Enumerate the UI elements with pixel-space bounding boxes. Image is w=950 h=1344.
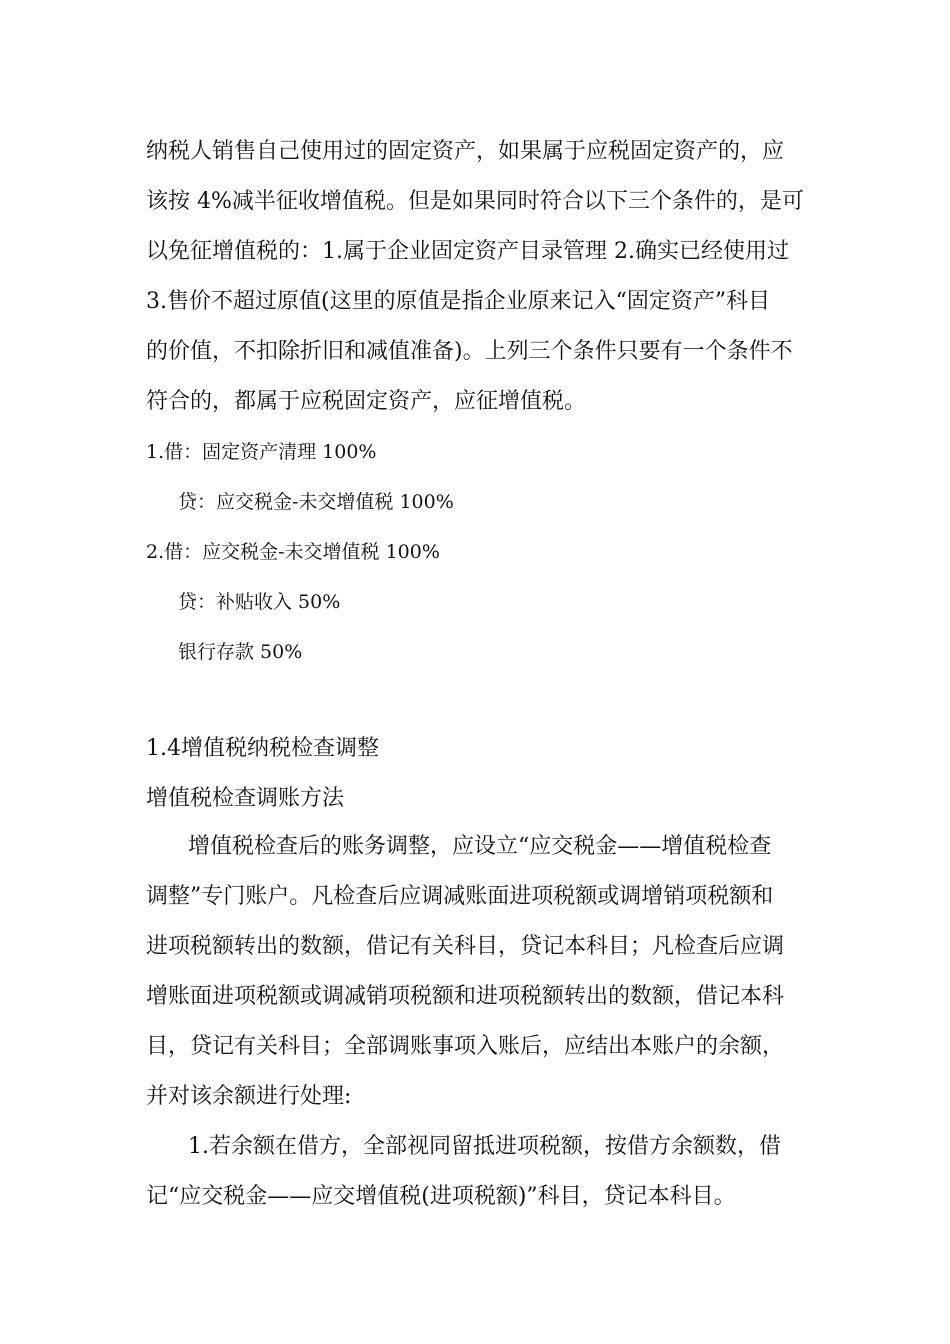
paragraph-line: 目，贷记有关科目；全部调账事项入账后，应结出本账户的余额，	[146, 1034, 785, 1059]
paragraph-line: 进项税额转出的数额，借记有关科目，贷记本科目；凡检查后应调	[146, 934, 785, 959]
subheading: 增值税检查调账方法	[146, 786, 345, 811]
paragraph-line: 该按 4%减半征收增值税。但是如果同时符合以下三个条件的，是可	[146, 189, 804, 214]
journal-entry-credit: 贷：补贴收入 50%	[178, 591, 341, 613]
paragraph-line: 的价值，不扣除折旧和减值准备)。上列三个条件只要有一个条件不	[146, 339, 793, 364]
paragraph-line: 并对该余额进行处理:	[146, 1084, 352, 1109]
paragraph-line: 纳税人销售自己使用过的固定资产，如果属于应税固定资产的，应	[146, 139, 785, 164]
paragraph-line: 增值税检查后的账务调整，应设立“应交税金——增值税检查	[188, 834, 772, 859]
paragraph-line: 3.售价不超过原值(这里的原值是指企业原来记入“固定资产”科目	[146, 289, 771, 314]
journal-entry-debit: 2.借：应交税金-未交增值税 100%	[146, 541, 440, 563]
paragraph-line: 符合的，都属于应税固定资产，应征增值税。	[146, 389, 587, 414]
paragraph-line: 以免征增值税的：1.属于企业固定资产目录管理 2.确实已经使用过	[146, 239, 789, 264]
section-heading: 1.4增值税纳税检查调整	[146, 736, 379, 761]
paragraph-line: 1.若余额在借方，全部视同留抵进项税额，按借方余额数，借	[188, 1134, 781, 1159]
paragraph-line: 增账面进项税额或调减销项税额和进项税额转出的数额，借记本科	[146, 984, 785, 1009]
journal-entry-credit: 银行存款 50%	[178, 641, 303, 663]
paragraph-line: 记“应交税金——应交增值税(进项税额)”科目，贷记本科目。	[146, 1184, 736, 1209]
paragraph-line: 调整”专门账户。凡检查后应调减账面进项税额或调增销项税额和	[146, 884, 774, 909]
journal-entry-debit: 1.借：固定资产清理 100%	[146, 441, 377, 463]
journal-entry-credit: 贷：应交税金-未交增值税 100%	[178, 491, 454, 513]
